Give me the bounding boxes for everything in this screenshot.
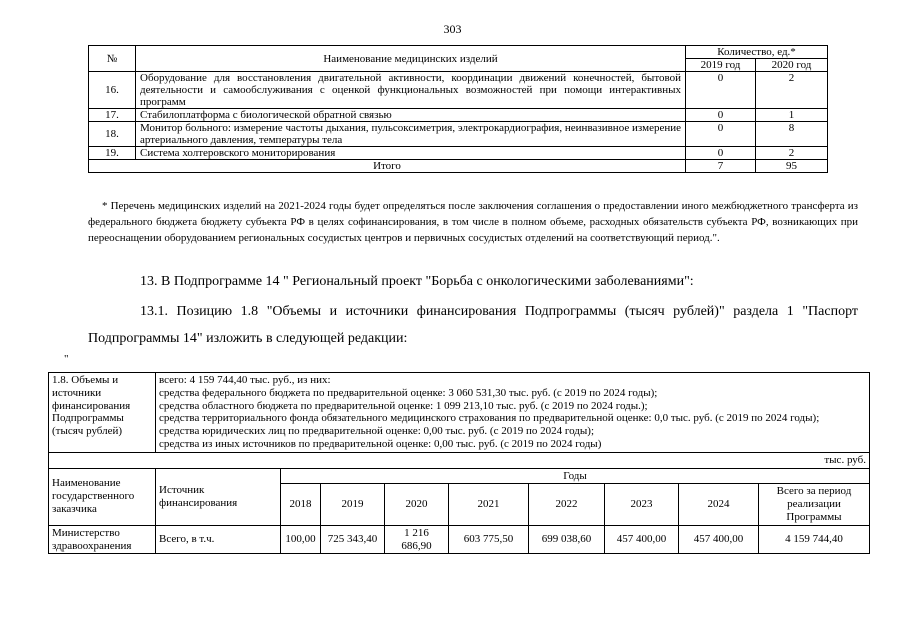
table-row	[49, 525, 870, 554]
row-2020: 2	[756, 72, 828, 109]
col-source: Источник финансирования	[156, 468, 281, 525]
row-name: Оборудование для восстановления двигательной активности, координации движений конечностей, бытовой деятельности и самообслуживания с оценкой функциональных возможностей при помощи интерактивных программ	[136, 72, 686, 109]
row-num: 18.	[89, 122, 136, 147]
financing-line: средства федерального бюджета по предварительной оценке: 3 060 531,30 тыс. руб. (с 2019 по 2024 годы);	[159, 386, 658, 399]
row-2020: 2	[756, 147, 828, 160]
col-customer: Наименование государственного заказчика	[49, 468, 156, 525]
section-heading: 13. В Подпрограмме 14 " Региональный проект "Борьба с онкологическими заболеваниями":	[140, 274, 694, 289]
row-customer: Министерство здравоохранения	[49, 525, 156, 554]
financing-table	[48, 372, 870, 554]
financing-line: средства юридических лиц по предварительной оценке: 0,00 тыс. руб. (с 2019 по 2024 годы);	[159, 425, 594, 438]
row-2019: 0	[686, 72, 756, 109]
header-name: Наименование медицинских изделий	[136, 46, 686, 72]
table-row	[89, 109, 828, 122]
table-row	[89, 147, 828, 160]
amendment-paragraph: 13.1. Позицию 1.8 "Объемы и источники финансирования Подпрограммы (тысяч рублей)" раздела 1 "Паспорт Подпрограммы 14" изложить в следующей редакции:	[88, 304, 858, 346]
page-number: 303	[443, 22, 462, 36]
year-header: 2022	[529, 484, 605, 525]
row-name: Стабилоплатформа с биологической обратной связью	[136, 109, 686, 122]
medical-devices-table	[88, 45, 828, 173]
total-label: Итого	[89, 160, 686, 173]
row-value: 100,00	[281, 525, 321, 554]
year-header: 2020	[385, 484, 449, 525]
table-row	[89, 122, 828, 147]
row-2019: 0	[686, 122, 756, 147]
row-value: 457 400,00	[605, 525, 679, 554]
total-2020: 95	[756, 160, 828, 173]
total-row	[89, 160, 828, 173]
row-value: 725 343,40	[321, 525, 385, 554]
year-header: 2019	[321, 484, 385, 525]
total-2019: 7	[686, 160, 756, 173]
row-2019: 0	[686, 147, 756, 160]
row-num: 19.	[89, 147, 136, 160]
header-2020: 2020 год	[756, 59, 828, 72]
year-header: 2021	[449, 484, 529, 525]
year-header: 2023	[605, 484, 679, 525]
table-row	[89, 72, 828, 109]
financing-line: средства территориального фонда обязательного медицинского страхования по предварительной оценке: 0,0 тыс. руб. (с 2019 по 2024 годы);	[159, 412, 820, 425]
row-num: 17.	[89, 109, 136, 122]
row-value: 699 038,60	[529, 525, 605, 554]
row-value: 603 775,50	[449, 525, 529, 554]
financing-line: всего: 4 159 744,40 тыс. руб., из них:	[159, 374, 331, 386]
row-2020: 1	[756, 109, 828, 122]
year-header: 2024	[679, 484, 759, 525]
financing-line: средства областного бюджета по предварительной оценке: 1 099 213,10 тыс. руб. (с 2019 по 2024 годы.);	[159, 399, 648, 412]
footnote: * Перечень медицинских изделий на 2021-2024 годы будет определяться после заключения соглашения о предоставлении иного межбюджетного трансферта из федерального бюджета бюджету субъекта РФ в целях софинансирования, в том числе в полном объеме, расходных обязательств субъекта РФ, возникающих при переоснащении оборудованием региональных сосудистых центров и первичных сосудистых отделений на соответствующий период.".	[88, 200, 858, 244]
row-2019: 0	[686, 109, 756, 122]
financing-label: 1.8. Объемы и источники финансирования Подпрограммы (тысяч рублей)	[49, 373, 156, 453]
header-num: №	[89, 46, 136, 72]
row-total: 4 159 744,40	[759, 525, 870, 554]
row-source: Всего, в т.ч.	[156, 525, 281, 554]
year-header: 2018	[281, 484, 321, 525]
row-value: 457 400,00	[679, 525, 759, 554]
unit-label: тыс. руб.	[49, 452, 870, 468]
row-name: Монитор больного: измерение частоты дыхания, пульсоксиметрия, электрокардиография, неинвазивное измерение артериального давления, температуры тела	[136, 122, 686, 147]
opening-quote: "	[64, 353, 69, 365]
header-2019: 2019 год	[686, 59, 756, 72]
row-name: Система холтеровского мониторирования	[136, 147, 686, 160]
financing-line: средства из иных источников по предварительной оценке: 0,00 тыс. руб. (с 2019 по 2024 годы)	[159, 437, 602, 450]
header-qty: Количество, ед.*	[686, 46, 828, 59]
financing-description	[156, 373, 870, 453]
col-total: Всего за период реализации Программы	[759, 484, 870, 525]
row-num: 16.	[89, 72, 136, 109]
row-2020: 8	[756, 122, 828, 147]
years-label: Годы	[281, 468, 870, 484]
row-value: 1 216 686,90	[385, 525, 449, 554]
